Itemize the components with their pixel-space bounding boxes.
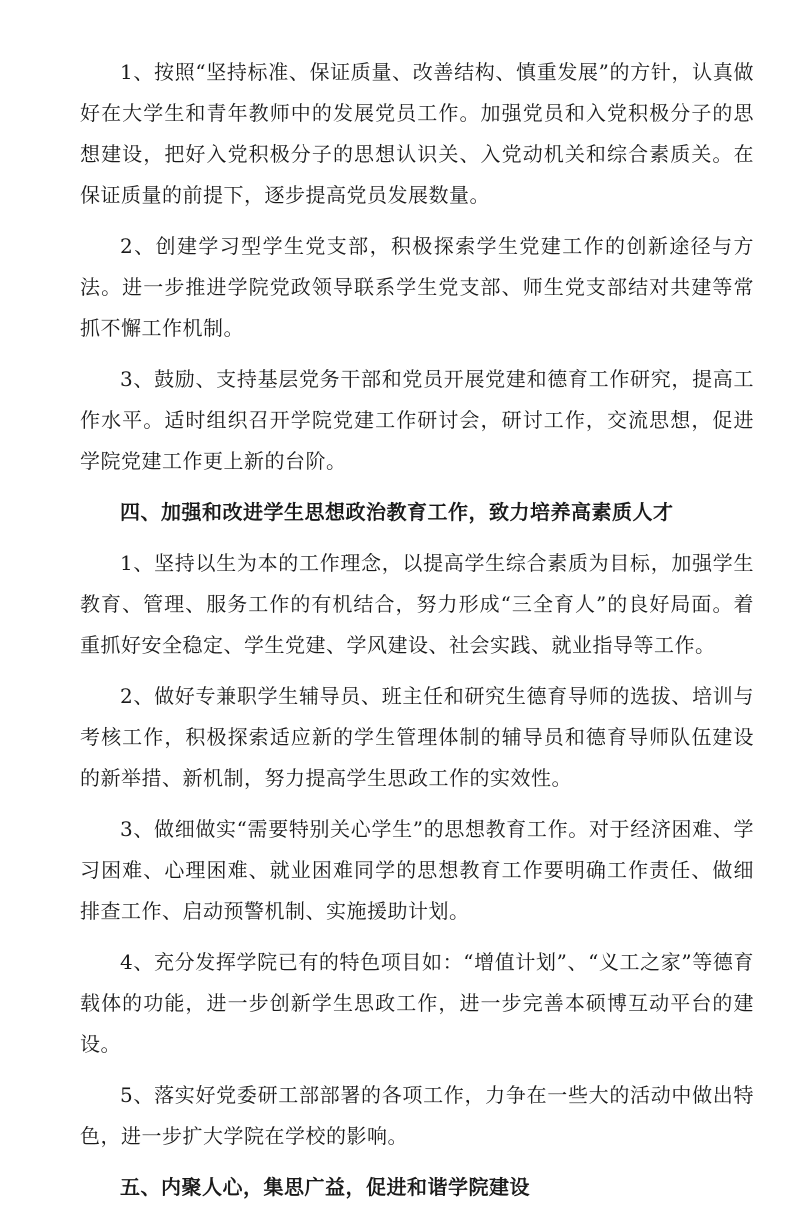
paragraph-student-centered: 1、坚持以生为本的工作理念，以提高学生综合素质为目标，加强学生教育、管理、服务工作的有机结合，努力形成“三全育人”的良好局面。着重抓好安全稳定、学生党建、学风建设、社会实践、就业指导等工作。 — [80, 551, 754, 657]
paragraph-counselor-training: 2、做好专兼职学生辅导员、班主任和研究生德育导师的选拔、培训与考核工作，积极探索适应新的学生管理体制的辅导员和德育导师队伍建设的新举措、新机制，努力提高学生思政工作的实效性。 — [80, 684, 754, 790]
paragraph-party-research: 3、鼓励、支持基层党务干部和党员开展党建和德育工作研究，提高工作水平。适时组织召开学院党建工作研讨会，研讨工作，交流思想，促进学院党建工作更上新的台阶。 — [80, 367, 754, 473]
paragraph-featured-projects: 4、充分发挥学院已有的特色项目如：“增值计划”、“义工之家”等德育载体的功能，进一步创新学生思政工作，进一步完善本硕博互动平台的建设。 — [80, 950, 754, 1056]
paragraph-implementation: 5、落实好党委研工部部署的各项工作，力争在一些大的活动中做出特色，进一步扩大学院在学校的影响。 — [80, 1083, 754, 1148]
section-heading-4: 四、加强和改进学生思想政治教育工作，致力培养高素质人才 — [120, 500, 674, 524]
section-heading-5: 五、内聚人心，集思广益，促进和谐学院建设 — [120, 1175, 530, 1199]
document-body — [80, 52, 754, 1218]
paragraph-learning-party-branch: 2、创建学习型学生党支部，积极探索学生党建工作的创新途径与方法。进一步推进学院党政领导联系学生党支部、师生党支部结对共建等常抓不懈工作机制。 — [80, 234, 754, 340]
paragraph-party-member-development: 1、按照“坚持标准、保证质量、改善结构、慎重发展”的方针，认真做好在大学生和青年教师中的发展党员工作。加强党员和入党积极分子的思想建设，把好入党积极分子的思想认识关、入党动机关和综合素质关。在保证质量的前提下，逐步提高党员发展数量。 — [80, 60, 754, 207]
paragraph-special-care-students: 3、做细做实“需要特别关心学生”的思想教育工作。对于经济困难、学习困难、心理困难、就业困难同学的思想教育工作要明确工作责任、做细排查工作、启动预警机制、实施援助计划。 — [80, 817, 754, 923]
